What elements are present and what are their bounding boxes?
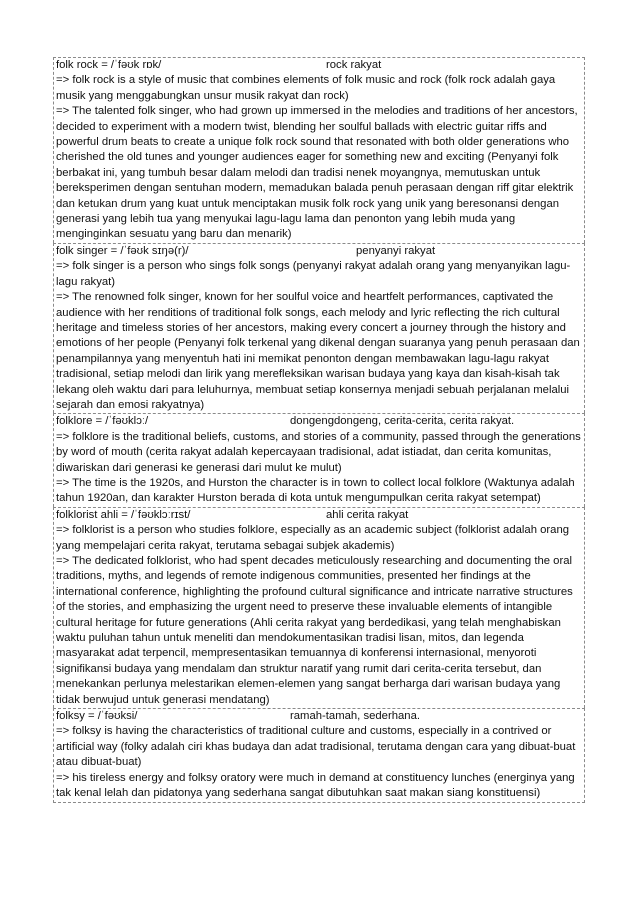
entry-definition: => folk rock is a style of music that combines elements of folk music and rock (folk rock adalah gaya musik yang menggabungkan unsur musik rakyat dan rock) xyxy=(56,74,556,102)
entry-definition: => folklore is the traditional beliefs, customs, and stories of a community, passed through the generations by word of mouth (cerita rakyat adalah kepercayaan tradisional, adat istiadat, dan cerita komunitas, diwariskan dari generasi ke generasi dari mulut ke mulut) xyxy=(56,430,581,474)
entry-example: => The time is the 1920s, and Hurston the character is in town to collect local folklore (Waktunya adalah tahun 1920an, dan karakter Hurston berada di kota untuk mengumpulkan cerita rakyat setempat) xyxy=(56,476,575,505)
entry-term: folklorist ahli = /ˈfəʊklɔːrɪst/ xyxy=(56,508,191,521)
vocabulary-sheet xyxy=(53,57,585,803)
entry-folklore xyxy=(53,413,585,506)
entry-definition: => folksy is having the characteristics of traditional culture and customs, especially in a contrived or artificial way (folky adalah ciri khas budaya dan adat tradisional, terutama dengan cara yang dibuat-buat atau dibuat-buat) xyxy=(56,725,576,769)
entry-gloss: dongengdongeng, cerita-cerita, cerita rakyat. xyxy=(290,415,515,428)
entry-term: folksy = /ˈfəʊksi/ xyxy=(56,710,138,723)
entry-heading xyxy=(56,709,581,724)
entry-gloss: ahli cerita rakyat xyxy=(326,508,409,521)
entry-folk-singer xyxy=(53,243,585,413)
entry-heading xyxy=(56,244,581,259)
entry-heading xyxy=(56,58,581,73)
entry-folklorist xyxy=(53,507,585,708)
entry-definition: => folklorist is a person who studies folklore, especially as an academic subject (folklorist adalah orang yang mempelajari cerita rakyat, terutama sebagai subjek akademis) xyxy=(56,524,570,552)
entry-term: folklore = /ˈfəʊklɔː/ xyxy=(56,415,149,428)
entry-heading xyxy=(56,508,581,523)
entry-folk-rock xyxy=(53,57,585,243)
entry-heading xyxy=(56,414,581,429)
entry-gloss: rock rakyat xyxy=(326,59,382,71)
entry-example: => The dedicated folklorist, who had spent decades meticulously researching and documenting the oral traditions, myths, and legends of remote indigenous communities, presented her findings at the international conference, highlighting the profound cultural significance and intricate narrative structures of the stories, and emphasizing the urgent need to preserve these invaluable elements of intangible cultural heritage for future generations (Ahli cerita rakyat yang berdedikasi, yang telah menghabiskan waktu puluhan tahun untuk meneliti dan mendokumentasikan tradisi lisan, mitos, dan legenda masyarakat adat terpencil, mempresentasikan temuannya di konferensi internasional, menyoroti signifikansi budaya yang mendalam dan struktur naratif yang rumit dari cerita-cerita tersebut, dan menekankan perlunya melestarikan elemen-elemen yang sangat berharga dari warisan budaya yang tidak berwujud untuk generasi mendatang) xyxy=(56,555,573,706)
entry-example: => The renowned folk singer, known for her soulful voice and heartfelt performances, captivated the audience with her renditions of traditional folk songs, each melody and lyric reflecting the rich cultural heritage and timeless stories of her ancestors, making every concert a journey through the history and emotions of her people (Penyanyi folk terkenal yang dikenal dengan suaranya yang penuh perasaan dan penampilannya yang menyentuh hati ini memikat penonton dengan membawakan lagu-lagu rakyat tradisional, setiap melodi dan lirik yang merefleksikan warisan budaya yang kaya dan kisah-kisah tak lekang oleh waktu dari para leluhurnya, membuat setiap konsernya menjadi sebuah perjalanan melalui sejarah dan emosi rakyatnya) xyxy=(56,291,580,411)
entry-gloss: ramah-tamah, sederhana. xyxy=(290,710,420,723)
entry-term: folk singer = /ˈfəʊk sɪŋə(r)/ xyxy=(56,244,189,257)
entry-term: folk rock = /ˈfəʊk rɒk/ xyxy=(56,59,162,71)
entry-example: => his tireless energy and folksy oratory were much in demand at constituency lunches (energinya yang tak kenal lelah dan pidatonya yang sederhana sangat dibutuhkan saat makan siang konstituensi) xyxy=(56,771,575,800)
entry-folksy xyxy=(53,708,585,802)
entry-definition: => folk singer is a person who sings folk songs (penyanyi rakyat adalah orang yang menyanyikan lagu-lagu rakyat) xyxy=(56,260,571,288)
entry-gloss: penyanyi rakyat xyxy=(356,244,436,257)
entry-example: => The talented folk singer, who had grown up immersed in the melodies and traditions of her ancestors, decided to experiment with a modern twist, blending her soulful ballads with electric guitar riffs and powerful drum beats to create a unique folk rock sound that resonated with both older generations who cherished the old tunes and younger audiences eager for something new and exciting (Penyanyi folk berbakat ini, yang tumbuh besar dalam melodi dan tradisi nenek moyangnya, memutuskan untuk bereksperimen dengan sentuhan modern, memadukan balada penuh perasaan dengan riff gitar elektrik dan ketukan drum yang kuat untuk menciptakan musik folk rock yang unik yang beresonansi dengan generasi yang lebih tua yang menyukai lagu-lagu lama dan penonton yang lebih muda yang menginginkan sesuatu yang baru dan menarik) xyxy=(56,105,578,241)
